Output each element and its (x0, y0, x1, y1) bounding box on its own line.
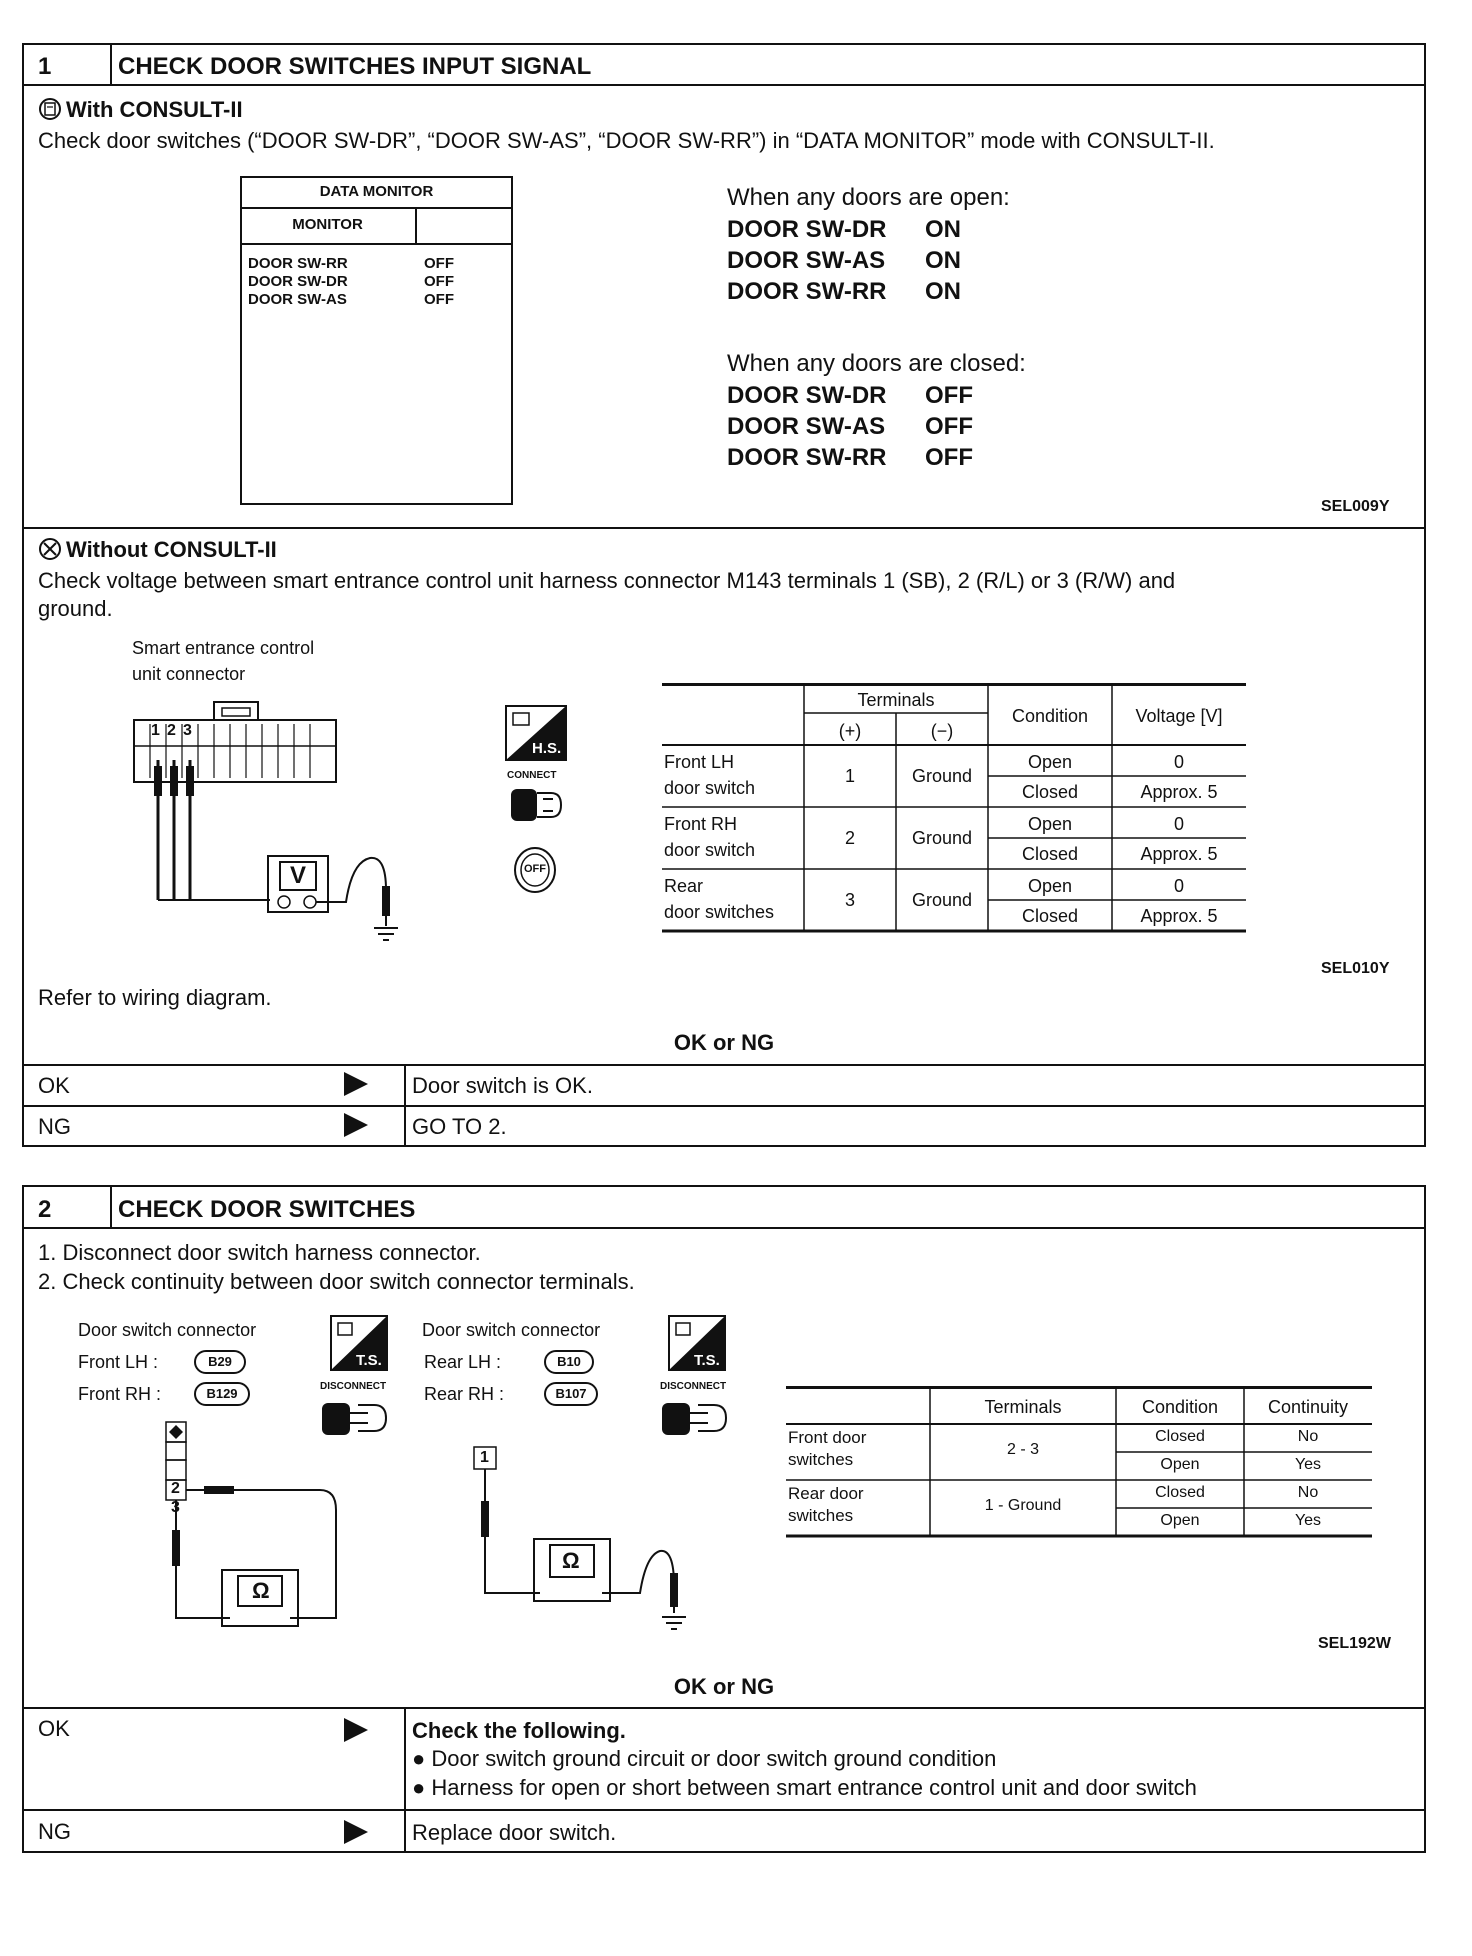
front-lh-label: Front LH : (78, 1352, 159, 1372)
bullet-icon: ● (412, 1746, 432, 1771)
monitor-row-value: OFF (424, 255, 454, 272)
voltage: 0 (1173, 814, 1184, 834)
closed-row-value: OFF (925, 444, 973, 471)
open-row-value: ON (925, 247, 961, 274)
col-terminals: Terminals (984, 1397, 1062, 1417)
result-divider (22, 1064, 1426, 1066)
figure-code: SEL192W (1318, 1635, 1391, 1652)
result-divider (22, 1707, 1426, 1709)
pin-label: 2 (167, 722, 176, 739)
terminal-minus: Ground (911, 890, 973, 910)
step1-header-divider (22, 84, 1426, 86)
result-divider (22, 1809, 1426, 1811)
closed-row-name: DOOR SW-DR (727, 382, 887, 409)
rear-lh-label: Rear LH : (424, 1352, 502, 1372)
pin-label: 3 (171, 1499, 180, 1516)
continuity: No (1297, 1428, 1319, 1445)
pin-label: 1 (480, 1449, 489, 1466)
voltage: Approx. 5 (1140, 844, 1218, 864)
result-divider (22, 1105, 1426, 1107)
connect-label: CONNECT (507, 770, 557, 781)
switch-name: Front RH (664, 814, 738, 834)
condition: Closed (1155, 1484, 1205, 1501)
bullet-text: Door switch ground circuit or door switch ground condition (431, 1746, 997, 1771)
pin-label: 3 (183, 722, 192, 739)
without-consult-heading: Without CONSULT-II (66, 537, 277, 562)
result-ok-text: Door switch is OK. (412, 1073, 593, 1098)
okng-label: OK or NG (673, 1674, 775, 1699)
figure-code: SEL010Y (1321, 960, 1390, 977)
ohmmeter-label: Ω (252, 1578, 270, 1603)
col-condition: Condition (1011, 706, 1089, 726)
disconnect-label: DISCONNECT (660, 1381, 727, 1392)
result-arrow-icon (344, 1072, 368, 1096)
condition: Closed (1021, 844, 1079, 864)
switch-name: Front door (788, 1428, 867, 1447)
monitor-row-name: DOOR SW-DR (248, 273, 348, 290)
connector-label-line1: Smart entrance control (132, 638, 315, 658)
monitor-row-value: OFF (424, 291, 454, 308)
voltmeter-label: V (290, 862, 307, 889)
connector-code: B10 (557, 1354, 581, 1369)
switch-name: Front LH (664, 752, 735, 772)
switch-name: switches (788, 1506, 854, 1525)
rear-rh-label: Rear RH : (424, 1384, 505, 1404)
rear-lh-connector-code (544, 1350, 594, 1374)
with-consult-instruction: Check door switches (“DOOR SW-DR”, “DOOR SW-AS”, “DOOR SW-RR”) in “DATA MONITOR” mode with CONSULT-II. (38, 128, 1215, 153)
rear-rh-connector-code (544, 1382, 598, 1406)
data-monitor-divider1 (240, 207, 513, 209)
without-consult-instruction-line1: Check voltage between smart entrance control unit harness connector M143 terminals 1 (SB), 2 (R/L) or 3 (R/W) and (38, 568, 1176, 593)
voltage: Approx. 5 (1140, 782, 1218, 802)
switch-name: switches (788, 1450, 854, 1469)
monitor-row-name: DOOR SW-RR (248, 255, 348, 272)
refer-wiring-diagram[interactable]: Refer to wiring diagram. (38, 985, 272, 1010)
step1-box (22, 43, 1426, 1147)
monitor-row-name: DOOR SW-AS (248, 291, 347, 308)
closed-row-value: OFF (925, 382, 973, 409)
terminals: 2 - 3 (1006, 1441, 1039, 1458)
no-consult-icon (38, 537, 62, 566)
result-ok-heading: Check the following. (412, 1718, 626, 1743)
open-row-value: ON (925, 278, 961, 305)
connector-code: B29 (208, 1354, 232, 1369)
step2-title: CHECK DOOR SWITCHES (118, 1196, 416, 1223)
bullet-text: Harness for open or short between smart entrance control unit and door switch (431, 1775, 1197, 1800)
terminals: 1 - Ground (984, 1497, 1062, 1514)
result-ok-label: OK (38, 1073, 70, 1098)
continuity: Yes (1294, 1456, 1322, 1473)
front-rh-label: Front RH : (78, 1384, 162, 1404)
result-arrow-icon (344, 1113, 368, 1137)
result-ng-label: NG (38, 1114, 71, 1139)
result-ng-label: NG (38, 1819, 71, 1844)
col-plus: (+) (838, 721, 862, 741)
okng-label: OK or NG (673, 1030, 775, 1055)
data-monitor-header: MONITOR (292, 216, 363, 233)
result-arrow-icon (344, 1820, 368, 1844)
closed-row-name: DOOR SW-AS (727, 413, 886, 440)
result-ok-label: OK (38, 1716, 70, 1741)
result-column-divider (404, 1707, 406, 1853)
terminal-minus: Ground (911, 828, 973, 848)
col-continuity: Continuity (1267, 1397, 1349, 1417)
front-connector-label: Door switch connector (78, 1320, 257, 1340)
step2-instruction: 1. Disconnect door switch harness connector. (38, 1240, 481, 1265)
condition: Open (1027, 876, 1073, 896)
terminal-plus: 1 (844, 766, 855, 786)
step1-number: 1 (38, 53, 52, 80)
connector-code: B129 (206, 1386, 238, 1401)
rear-connector-label: Door switch connector (422, 1320, 601, 1340)
without-consult-instruction-line2: ground. (38, 596, 113, 621)
condition: Closed (1155, 1428, 1205, 1445)
closed-row-name: DOOR SW-RR (727, 444, 887, 471)
step2-instruction: 2. Check continuity between door switch connector terminals. (38, 1269, 635, 1294)
condition: Open (1160, 1512, 1200, 1529)
rear-continuity-diagram (460, 1445, 730, 1645)
harness-side-label: H.S. (532, 740, 562, 757)
step2-number-divider (110, 1185, 112, 1227)
switch-name: door switch (664, 778, 756, 798)
figure-code: SEL009Y (1321, 498, 1390, 515)
connector-code: B107 (555, 1386, 587, 1401)
open-row-value: ON (925, 216, 961, 243)
consult-icon (38, 97, 62, 126)
condition: Open (1027, 752, 1073, 772)
bullet-icon: ● (412, 1775, 432, 1800)
terminal-side-label: T.S. (356, 1352, 382, 1369)
result-ok-bullet (412, 1775, 1197, 1801)
col-minus: (−) (930, 721, 954, 741)
disconnect-label: DISCONNECT (320, 1381, 387, 1392)
ohmmeter-label: Ω (562, 1548, 580, 1573)
step1-number-divider (110, 43, 112, 85)
front-rh-connector-code (194, 1382, 250, 1406)
result-ok-bullet (412, 1746, 996, 1772)
voltage: 0 (1173, 752, 1184, 772)
with-without-divider (22, 527, 1426, 529)
result-column-divider (404, 1064, 406, 1146)
monitor-row-value: OFF (424, 273, 454, 290)
condition: Closed (1021, 906, 1079, 926)
closed-row-value: OFF (925, 413, 973, 440)
condition: Closed (1021, 782, 1079, 802)
closed-heading: When any doors are closed: (727, 350, 1026, 377)
result-arrow-icon (344, 1718, 368, 1742)
connect-icon (505, 783, 565, 832)
continuity: Yes (1294, 1512, 1322, 1529)
pin-label: 1 (151, 722, 160, 739)
open-heading: When any doors are open: (727, 184, 1010, 211)
step2-number: 2 (38, 1196, 52, 1223)
switch-name: door switches (664, 902, 775, 922)
col-voltage: Voltage [V] (1135, 706, 1223, 726)
step1-title: CHECK DOOR SWITCHES INPUT SIGNAL (118, 53, 592, 80)
result-ng-text: Replace door switch. (412, 1820, 617, 1845)
open-row-name: DOOR SW-AS (727, 247, 886, 274)
continuity: No (1297, 1484, 1319, 1501)
front-continuity-diagram (150, 1420, 360, 1640)
data-monitor-divider2 (240, 243, 513, 245)
terminal-plus: 3 (844, 890, 855, 910)
step2-header-divider (22, 1227, 1426, 1229)
switch-name: Rear door (788, 1484, 864, 1503)
result-ng-text[interactable]: GO TO 2. (412, 1114, 507, 1139)
voltage: 0 (1173, 876, 1184, 896)
condition: Open (1160, 1456, 1200, 1473)
disconnect-icon (658, 1395, 738, 1446)
terminal-plus: 2 (844, 828, 855, 848)
with-consult-heading: With CONSULT-II (66, 97, 243, 122)
open-row-name: DOOR SW-RR (727, 278, 887, 305)
voltage: Approx. 5 (1140, 906, 1218, 926)
col-condition: Condition (1141, 1397, 1219, 1417)
connector-label-line2: unit connector (132, 664, 246, 684)
condition: Open (1027, 814, 1073, 834)
data-monitor-divider3 (415, 207, 417, 244)
switch-name: door switch (664, 840, 756, 860)
switch-name: Rear (664, 876, 704, 896)
ignition-off-label: OFF (524, 863, 546, 875)
col-terminals: Terminals (857, 690, 935, 710)
data-monitor-title: DATA MONITOR (319, 183, 434, 200)
front-lh-connector-code (194, 1350, 246, 1374)
terminal-side-label: T.S. (694, 1352, 720, 1369)
terminal-minus: Ground (911, 766, 973, 786)
pin-label: 2 (171, 1480, 180, 1497)
open-row-name: DOOR SW-DR (727, 216, 887, 243)
